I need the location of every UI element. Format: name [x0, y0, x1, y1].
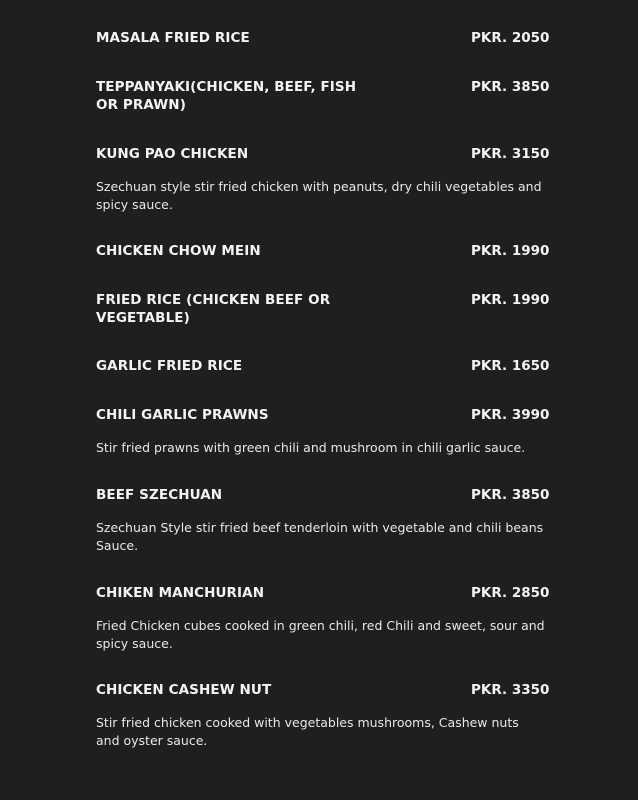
menu-item-name: TEPPANYAKI(CHICKEN, BEEF, FISH OR PRAWN) — [96, 79, 357, 113]
menu-item-name: CHILI GARLIC PRAWNS — [96, 407, 269, 423]
menu-item-price: PKR. 3850 — [471, 487, 550, 503]
menu-item-price: PKR. 1990 — [471, 243, 550, 259]
menu-item-description: Stir fried prawns with green chili and mushroom in chili garlic sauce. — [96, 440, 526, 455]
menu-item-price: PKR. 3350 — [471, 682, 550, 698]
menu-item-name: BEEF SZECHUAN — [96, 487, 223, 503]
menu-item-name: CHIKEN MANCHURIAN — [96, 585, 265, 601]
menu-item-price: PKR. 2050 — [471, 30, 550, 46]
menu-item-price: PKR. 3850 — [471, 79, 550, 95]
menu-item-description: Fried Chicken cubes cooked in green chili, red Chili and sweet, sour and spicy sauce. — [96, 618, 545, 651]
menu-item-price: PKR. 2850 — [471, 585, 550, 601]
menu-item-description: Szechuan style stir fried chicken with peanuts, dry chili vegetables and spicy sauce. — [96, 179, 542, 212]
menu-item-name: CHICKEN CHOW MEIN — [96, 243, 261, 259]
menu-item-name: CHICKEN CASHEW NUT — [96, 682, 272, 698]
menu-item-name: FRIED RICE (CHICKEN BEEF OR VEGETABLE) — [96, 292, 331, 326]
menu-item-name: GARLIC FRIED RICE — [96, 358, 243, 374]
menu-item-name: KUNG PAO CHICKEN — [96, 146, 249, 162]
menu-item-name: MASALA FRIED RICE — [96, 30, 250, 46]
menu-item-price: PKR. 1990 — [471, 292, 550, 308]
menu-item-price: PKR. 3150 — [471, 146, 550, 162]
menu-item-price: PKR. 3990 — [471, 407, 550, 423]
menu-item-price: PKR. 1650 — [471, 358, 550, 374]
menu-item-description: Stir fried chicken cooked with vegetables mushrooms, Cashew nuts and oyster sauce. — [96, 715, 519, 748]
menu-item-description: Szechuan Style stir fried beef tenderloin with vegetable and chili beans Sauce. — [96, 520, 544, 553]
